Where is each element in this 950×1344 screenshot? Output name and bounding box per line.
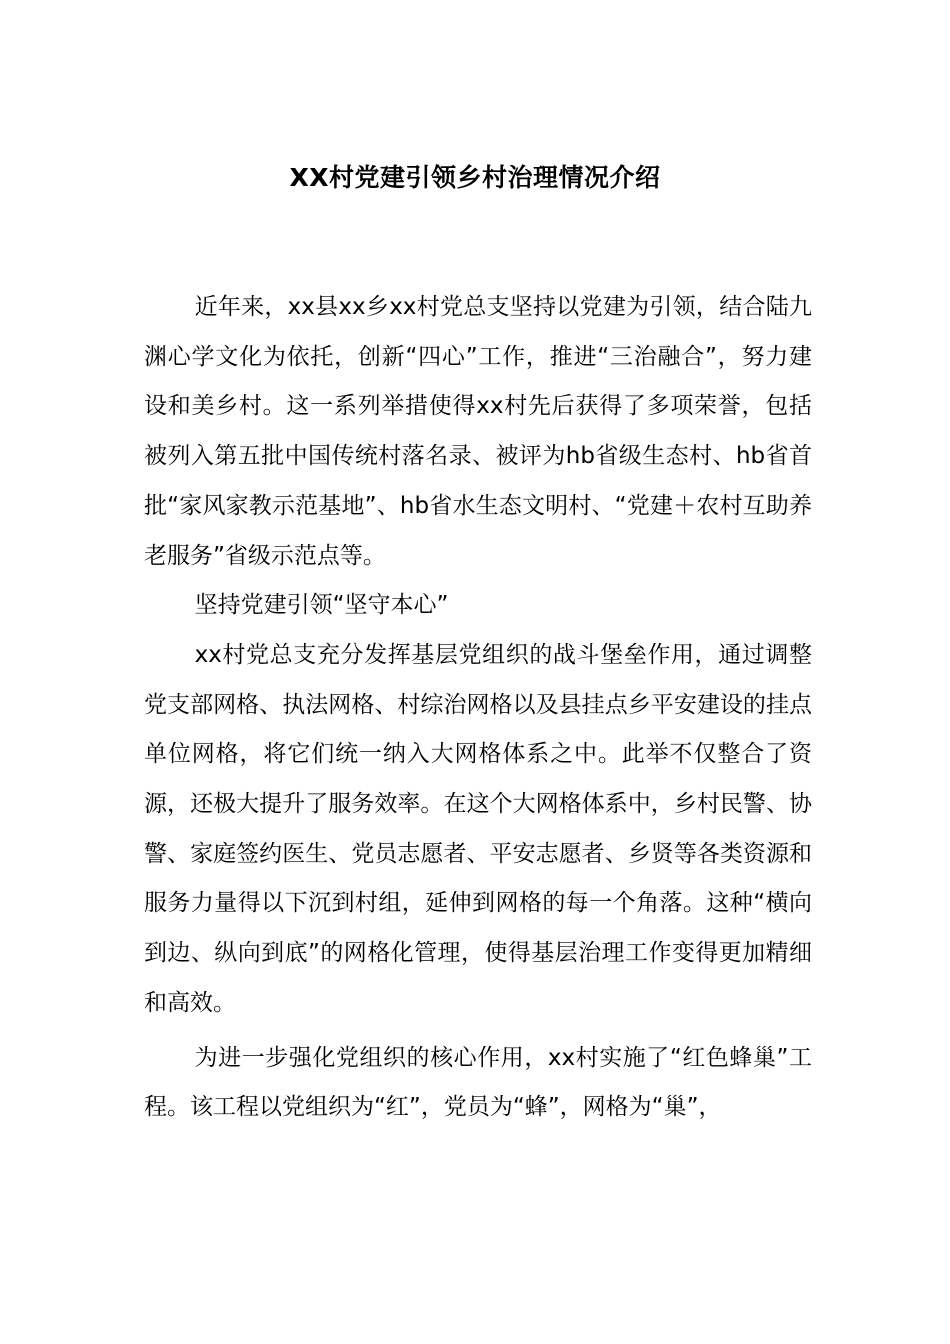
paragraph-section-heading: 坚持党建引领“坚守本心” — [194, 592, 449, 619]
document-body — [144, 283, 812, 1133]
paragraph-intro: 近年来，xx县xx乡xx村党总支坚持以党建为引领，结合陆九渊心学文化为依托，创新“四心”工作，推进“三治融合”，努力建设和美乡村。这一系列举措使得xx村先后获得了多项荣誉，包括被列入第五批中国传统村落名录、被评为hb省级生态村、hb省首批“家风家教示范基地”、hb省水生态文明村、“党建＋农村互助养老服务”省级示范点等。 — [144, 294, 812, 569]
paragraph-grid-management: xx村党总支充分发挥基层党组织的战斗堡垒作用，通过调整党支部网格、执法网格、村综治网格以及县挂点乡平安建设的挂点单位网格，将它们统一纳入大网格体系之中。此举不仅整合了资源，还极大提升了服务效率。在这个大网格体系中，乡村民警、协警、家庭签约医生、党员志愿者、平安志愿者、乡贤等各类资源和服务力量得以下沉到村组，延伸到网格的每一个角落。这种“横向到边、纵向到底”的网格化管理，使得基层治理工作变得更加精细和高效。 — [144, 641, 812, 1016]
paragraph-red-hive: 为进一步强化党组织的核心作用，xx村实施了“红色蜂巢”工程。该工程以党组织为“红”，党员为“蜂”，网格为“巢”， — [144, 1044, 812, 1121]
document-title: XX村党建引领乡村治理情况介绍 — [289, 163, 661, 192]
